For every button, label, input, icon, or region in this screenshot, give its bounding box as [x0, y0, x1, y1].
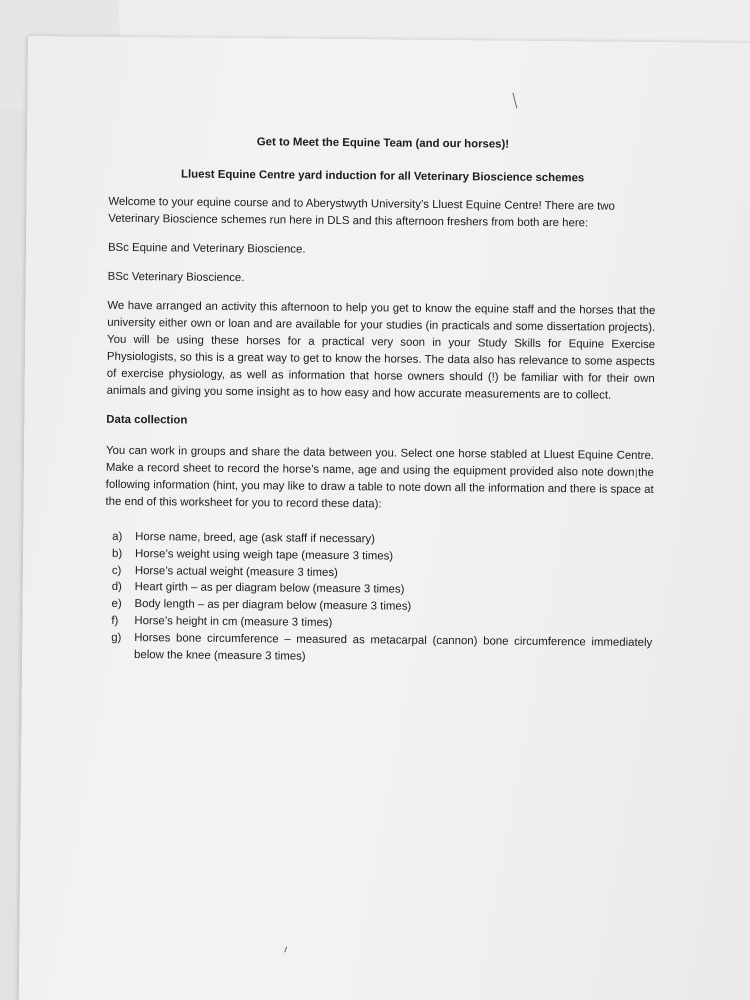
section-heading-data-collection: Data collection [106, 413, 188, 427]
document-title: Get to Meet the Equine Team (and our horses)! [256, 136, 510, 151]
worksheet-content [104, 133, 657, 669]
list-item-text: Horse’s height in cm (measure 3 times) [134, 615, 333, 629]
scheme-veterinary: BSc Veterinary Bioscience. [107, 270, 245, 285]
list-item-text: Horse name, breed, age (ask staff if necessary) [135, 531, 375, 546]
list-item-text: Horses bone circumference – measured as metacarpal (cannon) bone circumference immediately below the knee (measure 3 times) [134, 631, 653, 663]
worksheet-page [19, 36, 750, 1000]
scheme-equine: BSc Equine and Veterinary Bioscience. [107, 241, 306, 256]
intro-paragraph: Welcome to your equine course and to Aberystwyth University’s Lluest Equine Centre! There are two Veterinary Bioscience schemes run here in DLS and this afternoon freshers from both are here: [108, 195, 615, 230]
list-marker: f) [111, 614, 119, 627]
document-subtitle: Lluest Equine Centre yard induction for all Veterinary Bioscience schemes [180, 168, 585, 185]
list-marker: d) [111, 581, 122, 594]
measurement-list [104, 529, 653, 669]
list-item [104, 630, 652, 669]
list-item-text: Heart girth – as per diagram below (measure 3 times) [134, 581, 405, 597]
list-marker: b) [111, 547, 123, 560]
data-collection-paragraph: You can work in groups and share the data between you. Select one horse stabled at Lluest Equine Centre. Make a record sheet to record the horse’s name, age and using the equipment provided also note down the following information (hint, you may like to draw a table to note down all the information and there is space at the end of this worksheet for you to record these data): [105, 444, 655, 511]
pen-mark-bottom [284, 947, 287, 953]
activity-paragraph: We have arranged an activity this afternoon to help you get to know the equine staff and the horses that the university either own or loan and are available for your studies (in practicals and some dissertation projects). You will be using these horses for a practical very soon in your Study Skills for Equine Exercise Physiologists, so this is a great way to get to know the horses. The data also has relevance to some aspects of exercise physiology, as well as information that horse owners should (!) be familiar with for their own animals and giving you some insight as to how easy and how accurate measurements are to collect. [106, 299, 656, 402]
list-marker: e) [111, 598, 122, 611]
list-marker: c) [111, 564, 122, 577]
list-marker: g) [111, 631, 122, 644]
pen-mark [512, 93, 517, 109]
list-item-text: Horse’s weight using weigh tape (measure 3 times) [134, 547, 394, 563]
list-item-text: Body length – as per diagram below (measure 3 times) [134, 598, 412, 613]
list-marker: a) [112, 530, 123, 543]
list-item-text: Horse’s actual weight (measure 3 times) [134, 564, 338, 579]
